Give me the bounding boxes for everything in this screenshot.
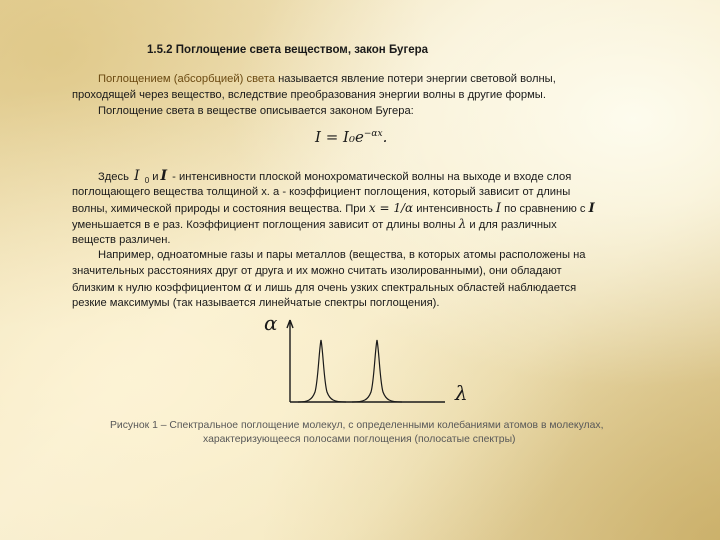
- formula-period: .: [382, 128, 388, 146]
- bouguer-formula: [315, 128, 387, 146]
- law-intro-text: Поглощение света в веществе описывается законом Бугера:: [98, 105, 414, 117]
- figure-caption-line-1: Рисунок 1 – Спектральное поглощение молекул, с определенными колебаниями атомов в молекулах,: [110, 420, 604, 431]
- p3-here: Здесь: [98, 171, 129, 183]
- absorption-spectrum-diagram: [250, 312, 490, 418]
- p3-line4-b: и для различных: [469, 219, 557, 231]
- p4-line-2: значительных расстояниях друг от друга и их можно считать изолированными), они обладают: [72, 265, 562, 277]
- formula-exponent: −αx: [363, 129, 383, 139]
- paragraph-definition: [98, 73, 556, 86]
- p3-intensities: - интенсивности плоской монохроматической волны на выходе и входе слоя: [172, 171, 572, 183]
- p3-line-5: веществ различен.: [72, 234, 171, 246]
- defined-term: Поглощением (абсорбцией) света: [98, 73, 275, 85]
- definition-line-2: проходящей через вещество, вследствие преобразования энергии волны в другие формы.: [72, 89, 546, 101]
- symbol-I-2: I: [495, 201, 502, 216]
- symbol-alpha: α: [244, 280, 253, 294]
- p3-line4-a: уменьшается в е раз. Коэффициент поглощения зависит от длины волны: [72, 219, 456, 231]
- symbol-x-equals: x = 1/α: [368, 201, 414, 215]
- figure-caption-line-2: характеризующееся полосами поглощения (полосатые спектры): [203, 434, 516, 445]
- p3-line-4: [72, 218, 557, 232]
- definition-text: называется явление потери энергии световой волны,: [274, 73, 556, 85]
- x-axis-label: λ: [455, 381, 468, 405]
- symbol-I: I: [134, 168, 140, 184]
- p3-line-1: [98, 170, 571, 187]
- formula-base: I = I₀e: [315, 128, 364, 146]
- p3-line3-a: волны, химической природы и состояния вещества. При: [72, 203, 366, 215]
- p3-line-2: поглощающего вещества толщиной x. a - коэффициент поглощения, который зависит от длины: [72, 186, 571, 198]
- symbol-zero: 0: [144, 176, 150, 186]
- p3-line3-c: по сравнению с: [504, 203, 586, 215]
- symbol-I-out: I: [160, 168, 168, 184]
- p3-line3-b: интенсивность: [416, 203, 493, 215]
- symbol-I-3: I: [588, 201, 595, 216]
- p3-line-3: [72, 202, 595, 216]
- absorption-peak-1: [298, 340, 346, 402]
- p4-line-3: [72, 281, 576, 295]
- p4-line-4: резкие максимумы (так называется линейчатые спектры поглощения).: [72, 297, 440, 309]
- p4-line-1: Например, одноатомные газы и пары металлов (вещества, в которых атомы расположены на: [98, 249, 586, 261]
- p4-line3-a: близким к нулю коэффициентом: [72, 282, 241, 294]
- p4-line3-b: и лишь для очень узких спектральных областей наблюдается: [255, 282, 577, 294]
- absorption-peak-2: [352, 340, 402, 402]
- y-axis-label: α: [264, 312, 278, 335]
- section-title: 1.5.2 Поглощение света веществом, закон Бугера: [147, 44, 429, 56]
- p3-and: и: [152, 171, 159, 183]
- symbol-lambda: λ: [458, 217, 467, 231]
